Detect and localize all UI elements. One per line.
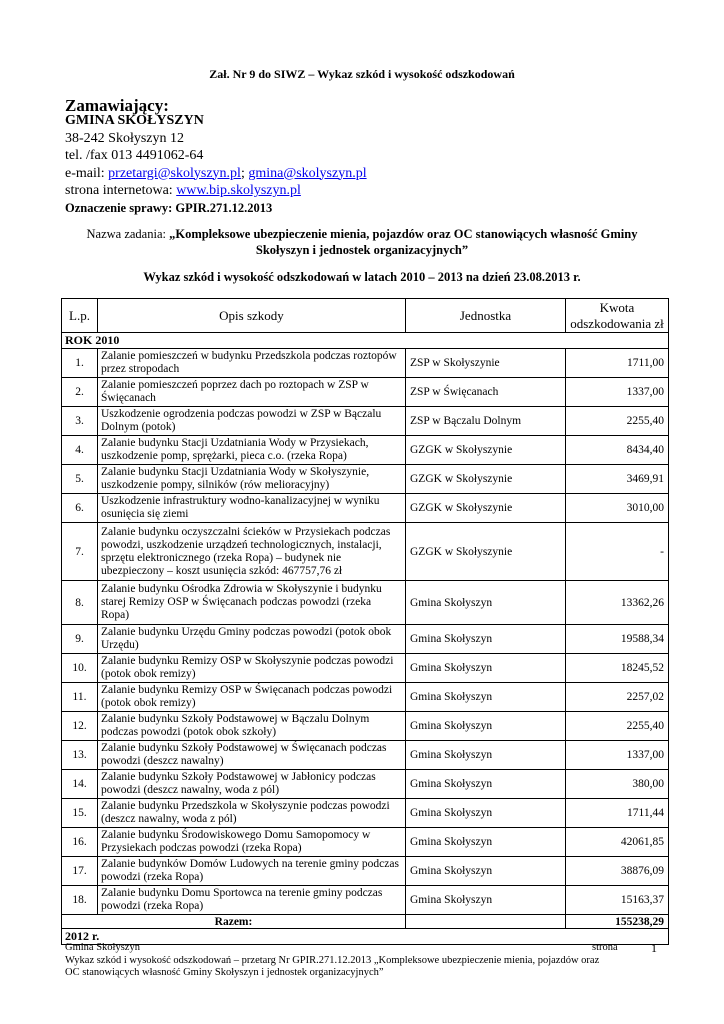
table-row (62, 436, 669, 465)
table-row (62, 770, 669, 799)
row-lp: 1. (62, 349, 98, 378)
row-amount: 13362,26 (566, 581, 669, 625)
email-link-przetargi[interactable]: przetargi@skolyszyn.pl (108, 165, 241, 181)
row-unit: Gmina Skołyszyn (406, 828, 566, 857)
table-row (62, 465, 669, 494)
row-lp: 6. (62, 494, 98, 523)
row-amount: 15163,37 (566, 886, 669, 915)
row-lp: 14. (62, 770, 98, 799)
row-lp: 17. (62, 857, 98, 886)
row-description: Zalanie budynku Środowiskowego Domu Samopomocy w Przysiekach podczas powodzi (rzeka Ropa) (98, 828, 406, 857)
table-row (62, 625, 669, 654)
row-amount: 38876,09 (566, 857, 669, 886)
row-amount: 8434,40 (566, 436, 669, 465)
row-unit: Gmina Skołyszyn (406, 683, 566, 712)
row-lp: 4. (62, 436, 98, 465)
table-row (62, 654, 669, 683)
table-row (62, 886, 669, 915)
row-amount: 3469,91 (566, 465, 669, 494)
row-lp: 2. (62, 378, 98, 407)
table-row (62, 683, 669, 712)
row-description: Zalanie budynku oczyszczalni ścieków w Przysiekach podczas powodzi, uszkodzenie urządzeń technologicznych, instalacji, sprzętu elektronicznego (rzeka Ropa) – budynek nie ubezpieczony – koszt usunięcia szkód: 467757,76 zł (98, 523, 406, 581)
header-lp: L.p. (62, 299, 98, 333)
table-header-row (62, 299, 669, 333)
damages-table (61, 298, 669, 945)
table-row (62, 828, 669, 857)
row-lp: 5. (62, 465, 98, 494)
row-description: Zalanie budynku Szkoły Podstawowej w Jabłonicy podczas powodzi (deszcz nawalny, woda z pól) (98, 770, 406, 799)
email-separator: ; (240, 165, 249, 181)
row-description: Zalanie budynku Remizy OSP w Święcanach podczas powodzi (potok obok remizy) (98, 683, 406, 712)
website-link[interactable]: www.bip.skolyszyn.pl (176, 183, 301, 198)
row-lp: 12. (62, 712, 98, 741)
row-unit: Gmina Skołyszyn (406, 886, 566, 915)
year-label-2010: ROK 2010 (62, 333, 669, 349)
document-title: Zał. Nr 9 do SIWZ – Wykaz szkód i wysokość odszkodowań (209, 67, 515, 81)
task-title-line2: Skołyszyn i jednostek organizacyjnych” (255, 243, 469, 257)
footer-line3: OC stanowiących własność Gminy Skołyszyn i jednostek organizacyjnych” (65, 967, 384, 978)
footer-org: Gmina Skołyszyn (65, 942, 140, 953)
row-description: Zalanie budynku Szkoły Podstawowej w Święcanach podczas powodzi (deszcz nawalny) (98, 741, 406, 770)
row-description: Zalanie pomieszczeń poprzez dach po roztopach w ZSP w Święcanach (98, 378, 406, 407)
case-reference: Oznaczenie sprawy: GPIR.271.12.2013 (65, 200, 273, 215)
task-name (0, 226, 724, 258)
footer-page-number: 1 (651, 941, 657, 955)
row-lp: 18. (62, 886, 98, 915)
row-unit: Gmina Skołyszyn (406, 712, 566, 741)
row-lp: 13. (62, 741, 98, 770)
row-description: Zalanie pomieszczeń w budynku Przedszkola podczas roztopów przez stropodach (98, 349, 406, 378)
row-unit: Gmina Skołyszyn (406, 857, 566, 886)
row-amount: 1337,00 (566, 741, 669, 770)
row-description: Zalanie budynku Szkoły Podstawowej w Bączalu Dolnym podczas powodzi (potok obok szkoły) (98, 712, 406, 741)
row-unit: GZGK w Skołyszynie (406, 494, 566, 523)
table-row (62, 494, 669, 523)
row-amount: 2255,40 (566, 407, 669, 436)
year-row-2010 (62, 333, 669, 349)
orderer-name: GMINA SKOŁYSZYN (65, 113, 204, 128)
row-amount: - (566, 523, 669, 581)
row-description: Zalanie budynku Stacji Uzdatniania Wody w Przysiekach, uszkodzenie pomp, sprężarki, pieca c.o. (rzeka Ropa) (98, 436, 406, 465)
total-amount: 155238,29 (566, 915, 669, 929)
table-row (62, 349, 669, 378)
email-label: e-mail: (65, 165, 109, 181)
row-unit: ZSP w Bączalu Dolnym (406, 407, 566, 436)
row-amount: 2255,40 (566, 712, 669, 741)
row-description: Uszkodzenie infrastruktury wodno-kanalizacyjnej w wyniku osunięcia się ziemi (98, 494, 406, 523)
header-amount (566, 299, 669, 333)
row-amount: 42061,85 (566, 828, 669, 857)
row-amount: 380,00 (566, 770, 669, 799)
orderer-block (65, 112, 367, 217)
row-unit: Gmina Skołyszyn (406, 625, 566, 654)
table-row (62, 799, 669, 828)
table-row (62, 712, 669, 741)
row-lp: 9. (62, 625, 98, 654)
table-row (62, 741, 669, 770)
row-lp: 3. (62, 407, 98, 436)
row-amount: 18245,52 (566, 654, 669, 683)
row-amount: 1711,44 (566, 799, 669, 828)
row-unit: Gmina Skołyszyn (406, 770, 566, 799)
table-row (62, 523, 669, 581)
row-lp: 11. (62, 683, 98, 712)
row-amount: 1711,00 (566, 349, 669, 378)
orderer-website-line (65, 182, 367, 200)
table-total-row (62, 915, 669, 929)
row-unit: Gmina Skołyszyn (406, 581, 566, 625)
row-amount: 1337,00 (566, 378, 669, 407)
footer-page-label: strona (592, 942, 618, 953)
row-unit: GZGK w Skołyszynie (406, 523, 566, 581)
task-label: Nazwa zadania: (86, 227, 170, 241)
orderer-phone: tel. /fax 013 4491062-64 (65, 148, 204, 163)
row-description: Zalanie budynku Przedszkola w Skołyszynie podczas powodzi (deszcz nawalny, woda z pól) (98, 799, 406, 828)
row-description: Zalanie budynków Domów Ludowych na terenie gminy podczas powodzi (rzeka Ropa) (98, 857, 406, 886)
row-unit: GZGK w Skołyszynie (406, 436, 566, 465)
row-amount: 3010,00 (566, 494, 669, 523)
row-description: Zalanie budynku Remizy OSP w Skołyszynie podczas powodzi (potok obok remizy) (98, 654, 406, 683)
website-label: strona internetowa: (65, 183, 177, 198)
year-label-2012: 2012 r. (62, 929, 669, 945)
header-description: Opis szkody (98, 299, 406, 333)
row-amount: 2257,02 (566, 683, 669, 712)
row-unit: Gmina Skołyszyn (406, 741, 566, 770)
row-unit: Gmina Skołyszyn (406, 799, 566, 828)
total-label: Razem: (62, 915, 406, 929)
row-description: Zalanie budynku Stacji Uzdatniania Wody w Skołyszynie, uszkodzenie pompy, silników (rów melioracyjny) (98, 465, 406, 494)
row-description: Uszkodzenie ogrodzenia podczas powodzi w ZSP w Bączalu Dolnym (potok) (98, 407, 406, 436)
header-unit: Jednostka (406, 299, 566, 333)
row-unit: ZSP w Skołyszynie (406, 349, 566, 378)
row-lp: 8. (62, 581, 98, 625)
row-description: Zalanie budynku Ośrodka Zdrowia w Skołyszynie i budynku starej Remizy OSP w Święcanach podczas powodzi (rzeka Ropa) (98, 581, 406, 625)
task-title-line1: „Kompleksowe ubezpieczenie mienia, pojazdów oraz OC stanowiących własność Gminy (169, 227, 638, 241)
row-description: Zalanie budynku Domu Sportowca na terenie gminy podczas powodzi (rzeka Ropa) (98, 886, 406, 915)
row-lp: 10. (62, 654, 98, 683)
row-unit: GZGK w Skołyszynie (406, 465, 566, 494)
list-title: Wykaz szkód i wysokość odszkodowań w latach 2010 – 2013 na dzień 23.08.2013 r. (143, 270, 581, 284)
orderer-heading: Zamawiający: (65, 96, 169, 115)
header-amount-line2: odszkodowania zł (570, 315, 664, 331)
total-unit-empty (406, 915, 566, 929)
row-unit: Gmina Skołyszyn (406, 654, 566, 683)
orderer-email-line (65, 165, 367, 183)
header-amount-line1: Kwota (599, 299, 635, 315)
row-lp: 7. (62, 523, 98, 581)
row-unit: ZSP w Święcanach (406, 378, 566, 407)
email-link-gmina[interactable]: gmina@skolyszyn.pl (248, 165, 367, 181)
row-lp: 16. (62, 828, 98, 857)
table-row (62, 581, 669, 625)
footer-line2: Wykaz szkód i wysokość odszkodowań – przetarg Nr GPIR.271.12.2013 „Kompleksowe ubezpieczenie mienia, pojazdów oraz (65, 954, 600, 966)
page-footer (65, 942, 665, 980)
row-amount: 19588,34 (566, 625, 669, 654)
row-description: Zalanie budynku Urzędu Gminy podczas powodzi (potok obok Urzędu) (98, 625, 406, 654)
row-lp: 15. (62, 799, 98, 828)
table-row (62, 378, 669, 407)
table-row (62, 857, 669, 886)
table-row (62, 407, 669, 436)
orderer-address: 38-242 Skołyszyn 12 (65, 130, 184, 146)
